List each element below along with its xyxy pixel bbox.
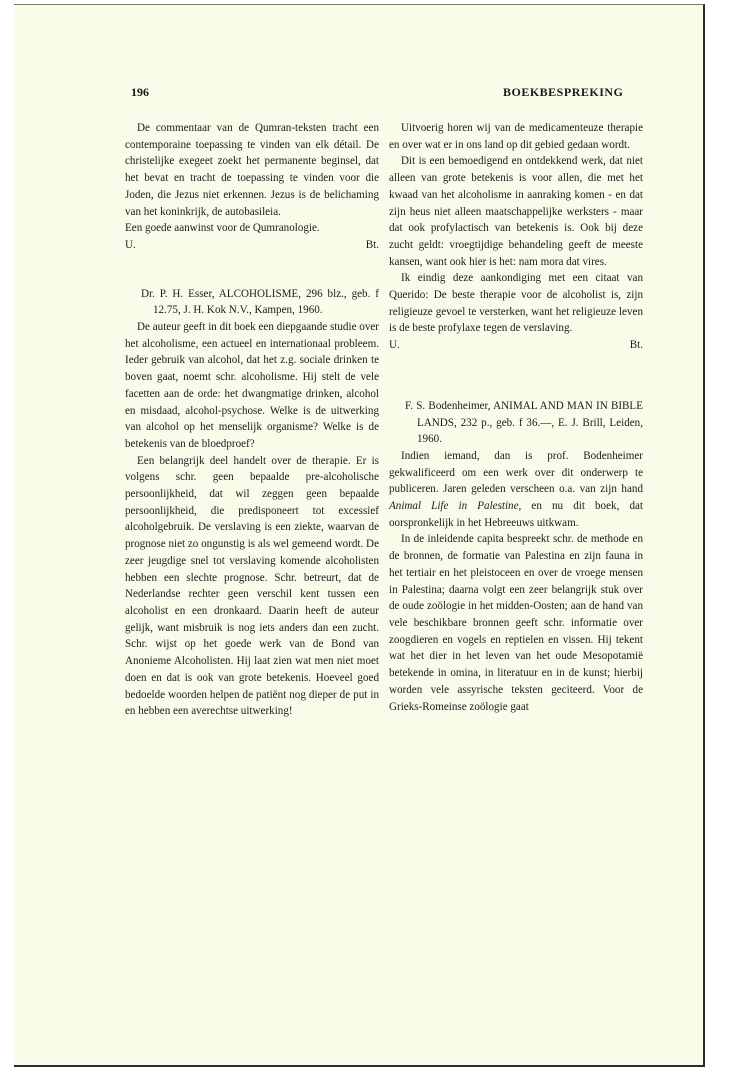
signature-name: Bt. xyxy=(629,339,643,352)
paragraph-text: Indien iemand, dan is prof. Bodenheimer gekwalificeerd om een werk over dit onderwerp te publiceren. Jaren geleden verscheen o.a. van zijn hand xyxy=(389,449,643,496)
left-column xyxy=(125,120,379,720)
paragraph-text: en nu dit boek, dat oorspronkelijk in het Hebreeuws uitkwam. xyxy=(389,500,644,529)
page-number: 196 xyxy=(131,85,149,99)
paragraph: Een belangrijk deel handelt over de therapie. Er is volgens schr. geen bepaalde pre-alcoholische persoonlijkheid, dat wil zeggen geen bepaalde persoonlijkheid, die predisponeert tot excessief alcoholgebruik. De verslaving is een ziekte, waarvan de prognose niet zo ongunstig is als wel gemeend wordt. De zeer jeugdige snel tot verslaving komende alcoholisten hebben een slechte prognose. Schr. betreurt, dat de Nederlandse rechter geen verschil kent tussen een alcoholist en een dronkaard. Daarin heeft de auteur gelijk, want misbruik is nog iets anders dan een zucht. Schr. wijst op het goede werk van de Bond van Anonieme Alcoholisten. Hij laat zien wat men niet moet doen en dat is ook van grote betekenis. Hoeveel goed bedoelde woorden helpen de patiënt nog dieper de put in en hebben een averechtse uitwerking! xyxy=(125,454,379,718)
signature-initial: U. xyxy=(125,238,136,251)
book-title: Animal Life in Palestine, xyxy=(389,500,522,513)
review-signature xyxy=(389,337,643,354)
running-title: BOEKBESPREKING xyxy=(503,85,624,99)
paragraph: Uitvoerig horen wij van de medicamenteuze therapie en over wat er in ons land op dit gebied gedaan wordt. xyxy=(389,122,643,151)
book-reference: Dr. P. H. Esser, ALCOHOLISME, 296 blz., geb. f 12.75, J. H. Kok N.V., Kampen, 1960. xyxy=(141,287,379,317)
paragraph: Dit is een bemoedigend en ontdekkend werk, dat niet alleen van grote betekenis is voor allen, die met het kwaad van het alcoholisme in aanraking komen - en dat zijn heus niet alleen maatschappelijke werksters - maar dat ook profylactisch van betekenis is. Ook bij deze zucht geldt: vroegtijdige behandeling geeft de meeste kansen, want ook hier is het: nam mora dat vires. xyxy=(389,155,643,268)
right-column xyxy=(389,120,643,715)
paragraph: In de inleidende capita bespreekt schr. de methode en de bronnen, de formatie van Palestina en zijn fauna in het tertiair en het pleistoceen en over de vroege mensen in Palestina; daarna volgt een zeer belangrijk stuk over de oude zoölogie in het midden-Oosten; aan de hand van vele beschikbare bronnen geeft schr. informatie over zoogdieren en vogels en reptielen en vissen. Hij tekent wat het dier in het leven van het oude Mesopotamië betekende in omina, in literatuur en in de kunst; hierbij worden vele assyrische teksten geciteerd. Voor de Grieks-Romeinse zoölogie gaat xyxy=(389,533,643,713)
book-reference: F. S. Bodenheimer, ANIMAL AND MAN IN BIBLE LANDS, 232 p., geb. f 36.—, E. J. Brill, Leiden, 1960. xyxy=(405,399,643,446)
signature-name: Bt. xyxy=(365,238,379,251)
review-signature xyxy=(125,237,379,254)
signature-initial: U. xyxy=(389,339,400,352)
paragraph: Ik eindig deze aankondiging met een citaat van Querido: De beste therapie voor de alcoholist is, zijn religieuze gevoel te versterken, want het religieuze leven is de beste profylaxe tegen de verslaving. xyxy=(389,272,643,335)
page-header xyxy=(0,85,738,103)
paragraph xyxy=(389,448,643,532)
paragraph: Een goede aanwinst voor de Qumranologie. xyxy=(125,222,320,235)
paragraph: De auteur geeft in dit boek een diepgaande studie over het alcoholisme, een actueel en internationaal probleem. Ieder gebruik van alcohol, dat het z.g. sociale drinken te boven gaat, noemt schr. alcoholisme. Hij stelt de vele facetten aan de orde: het dwangmatige drinken, alcohol en misdaad, alcohol-psychose. Welke is de uitwerking van alcohol op het menselijk organisme? Welke is de betekenis van de bloedproef? xyxy=(125,321,379,450)
paragraph: De commentaar van de Qumran-teksten tracht een contemporaine toepassing te vinden van elk détail. De christelijke exegeet zoekt het permanente beginsel, dat het bevat en tracht de toepassing te vinden voor die Joden, die Jezus niet erkennen. Jezus is de belichaming van het koninkrijk, de autobasileia. xyxy=(125,122,379,218)
